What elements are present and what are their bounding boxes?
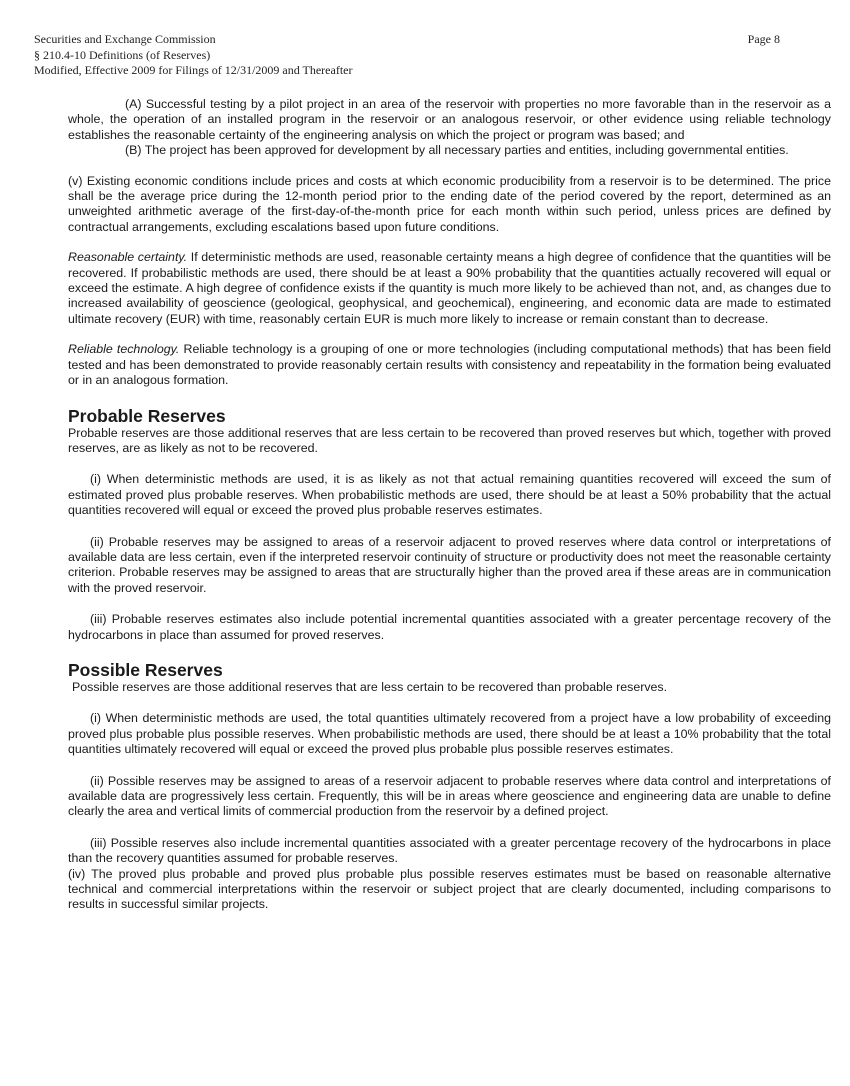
paragraph-reliable-technology	[68, 342, 831, 388]
heading-probable-reserves: Probable Reserves	[68, 405, 226, 426]
term-reliable-technology: Reliable technology.	[68, 342, 180, 357]
header-modified: Modified, Effective 2009 for Filings of 12/31/2009 and Thereafter	[34, 63, 353, 77]
reliable-technology-text: Reliable technology is a grouping of one or more technologies (including computational methods) that has been field tested and has been demonstrated to provide reasonably certain results with consistency and repeatability in the formation being evaluated or in an analogous formation.	[68, 342, 831, 388]
paragraph-a: (A) Successful testing by a pilot project in an area of the reservoir with properties no more favorable than in the reservoir as a whole, the operation of an installed program in the reservoir or an analogous reservoir, or other evidence using reliable technology establishes the reasonable certainty of the engineering analysis on which the project or program was based; and	[68, 97, 831, 142]
possible-item-i: (i) When deterministic methods are used, the total quantities ultimately recovered from a project have a low probability of exceeding proved plus probable plus possible reserves. When probabilistic methods are used, there should be at least a 10% probability that the total quantities ultimately recovered will equal or exceed the proved plus probable plus possible reserves estimates.	[68, 711, 831, 757]
header-agency: Securities and Exchange Commission	[34, 32, 216, 46]
header-section: § 210.4-10 Definitions (of Reserves)	[34, 47, 211, 62]
possible-item-iii: (iii) Possible reserves also include incremental quantities associated with a greater percentage recovery of the hydrocarbons in place than the recovery quantities assumed for probable reserves.	[68, 835, 831, 866]
probable-item-ii: (ii) Probable reserves may be assigned to areas of a reservoir adjacent to proved reserves where data control or interpretations of available data are less certain, even if the interpreted reservoir continuity of structure or productivity does not meet the reasonable certainty criterion. Probable reserves may be assigned to areas that are structurally higher than the proved area if these areas are in communication with the proved reservoir.	[68, 534, 831, 595]
paragraph-v: (v) Existing economic conditions include prices and costs at which economic producibility from a reservoir is to be determined. The price shall be the average price during the 12-month period prior to the ending date of the period covered by the report, determined as an unweighted arithmetic average of the first-day-of-the-month price for each month within such period, unless prices are defined by contractual arrangements, excluding escalations based upon future conditions.	[68, 173, 831, 234]
term-reasonable-certainty: Reasonable certainty.	[68, 250, 188, 265]
probable-item-i: (i) When deterministic methods are used, it is as likely as not that actual remaining quantities recovered will exceed the sum of estimated proved plus probable reserves. When probabilistic methods are used, there should be at least a 50% probability that the actual quantities recovered will equal or exceed the proved plus probable reserves estimates.	[68, 472, 831, 518]
probable-item-iii: (iii) Probable reserves estimates also include potential incremental quantities associated with a greater percentage recovery of the hydrocarbons in place than assumed for proved reserves.	[68, 612, 831, 642]
probable-intro: Probable reserves are those additional reserves that are less certain to be recovered than proved reserves but which, together with proved reserves, are as likely as not to be recovered.	[68, 425, 831, 455]
possible-intro: Possible reserves are those additional reserves that are less certain to be recovered than probable reserves.	[72, 679, 668, 694]
page-header	[34, 32, 824, 79]
possible-item-ii: (ii) Possible reserves may be assigned to areas of a reservoir adjacent to probable reserves where data control and interpretations of available data are progressively less certain. Frequently, this will be in areas where geoscience and engineering data are unable to define clearly the area and vertical limits of commercial production from the reservoir by a defined project.	[68, 773, 831, 819]
document-body	[68, 97, 831, 913]
page-number: Page 8	[747, 32, 780, 46]
possible-item-iv: (iv) The proved plus probable and proved plus probable plus possible reserves estimates must be based on reasonable alternative technical and commercial interpretations within the reservoir or subject project that are clearly documented, including comparisons to results in successful similar projects.	[68, 866, 831, 912]
reasonable-certainty-text: If deterministic methods are used, reasonable certainty means a high degree of confidence that the quantities will be recovered. If probabilistic methods are used, there should be at least a 90% probability that the quantities actually recovered will equal or exceed the estimate. A high degree of confidence exists if the quantity is much more likely to be achieved than not, and, as changes due to increased availability of geoscience (geological, geophysical, and geochemical), engineering, and economic data are made to estimated ultimate recovery (EUR) with time, reasonably certain EUR is much more likely to increase or remain constant than to decrease.	[68, 250, 831, 326]
paragraph-b: (B) The project has been approved for development by all necessary parties and entities, including governmental entities.	[125, 143, 789, 158]
paragraph-reasonable-certainty	[68, 250, 831, 327]
heading-possible-reserves: Possible Reserves	[68, 659, 223, 680]
